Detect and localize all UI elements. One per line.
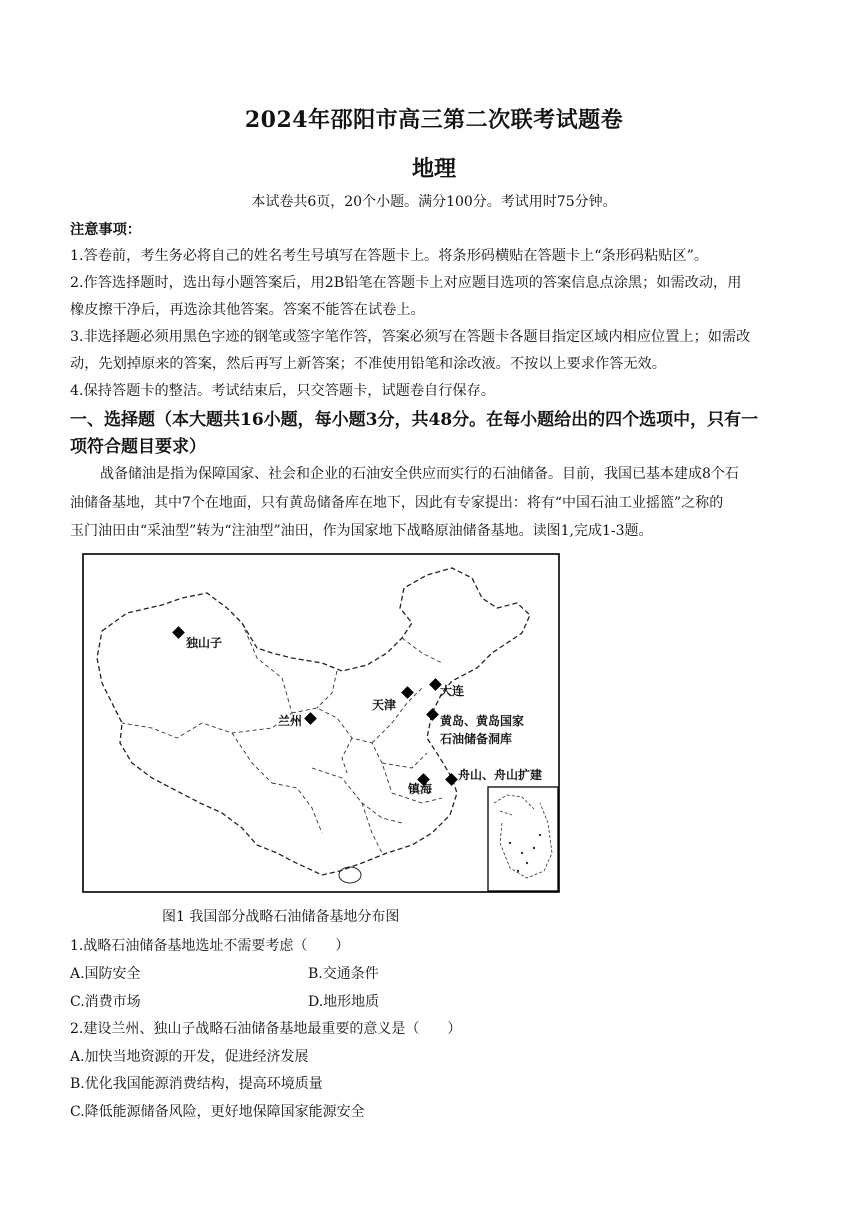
label-dalian: 大连 bbox=[440, 684, 465, 698]
passage-line: 战备储油是指为保障国家、社会和企业的石油安全供应而实行的石油储备。目前，我国已基本建成8个石 bbox=[100, 466, 739, 482]
note-line: 4.保持答题卡的整洁。考试结束后，只交答题卡，试题卷自行保存。 bbox=[70, 383, 495, 399]
note-line: 动，先划掉原来的答案，然后再写上新答案；不准使用铅笔和涂改液。不按以上要求作答无效。 bbox=[70, 356, 666, 372]
section-heading: 一、选择题（本大题共16小题，每小题3分，共48分。在每小题给出的四个选项中，只有一 bbox=[70, 410, 759, 430]
label-tianjin: 天津 bbox=[372, 698, 397, 712]
label-zhoushan: 舟山、舟山扩建 bbox=[458, 768, 543, 782]
question-1-stem: 1.战略石油储备基地选址不需要考虑（ ） bbox=[70, 938, 350, 954]
note-line: 2.作答选择题时，选出每小题答案后，用2B铅笔在答题卡上对应题目选项的答案信息点涂黑；如需改动，用 bbox=[70, 275, 742, 291]
note-line: 1.答卷前，考生务必将自己的姓名考生号填写在答题卡上。将条形码横贴在答题卡上“条形码粘贴区”。 bbox=[70, 248, 709, 264]
china-oil-reserve-map bbox=[82, 553, 560, 893]
subject-title: 地理 bbox=[411, 156, 456, 182]
label-dushanzi: 独山子 bbox=[186, 636, 223, 650]
q1-option-c: C.消费市场 bbox=[70, 994, 141, 1010]
notes-heading: 注意事项： bbox=[70, 222, 141, 238]
note-line: 3.非选择题必须用黑色字迹的钢笔或签字笔作答，答案必须写在答题卡各题目指定区域内相应位置上；如需改 bbox=[70, 329, 751, 345]
section-heading-cont: 项符合题目要求） bbox=[70, 437, 206, 457]
passage-line: 油储备基地，其中7个在地面，只有黄岛储备库在地下，因此有专家提出：将有“中国石油工业摇篮”之称的 bbox=[70, 495, 724, 511]
label-huangdao-1: 黄岛、黄岛国家 bbox=[440, 714, 525, 728]
q2-option-a: A.加快当地资源的开发，促进经济发展 bbox=[70, 1049, 309, 1065]
q2-option-b: B.优化我国能源消费结构，提高环境质量 bbox=[70, 1076, 323, 1092]
passage-line: 玉门油田由“采油型”转为“注油型”油田，作为国家地下战略原油储备基地。读图1,完成1-3题。 bbox=[70, 523, 653, 539]
label-zhenhai: 镇海 bbox=[408, 782, 433, 796]
exam-title: 2024年邵阳市高三第二次联考试题卷 bbox=[244, 107, 624, 133]
figure-caption: 图1 我国部分战略石油储备基地分布图 bbox=[162, 909, 400, 925]
q1-option-d: D.地形地质 bbox=[308, 994, 380, 1010]
question-2-stem: 2.建设兰州、独山子战略石油储备基地最重要的意义是（ ） bbox=[70, 1021, 462, 1037]
label-lanzhou: 兰州 bbox=[278, 714, 303, 728]
exam-info: 本试卷共6页，20个小题。满分100分。考试用时75分钟。 bbox=[251, 194, 617, 210]
label-huangdao-2: 石油储备洞库 bbox=[440, 732, 513, 746]
q1-option-b: B.交通条件 bbox=[308, 966, 379, 982]
q2-option-c: C.降低能源储备风险，更好地保障国家能源安全 bbox=[70, 1104, 365, 1120]
note-line: 橡皮擦干净后，再选涂其他答案。答案不能答在试卷上。 bbox=[70, 302, 425, 318]
q1-option-a: A.国防安全 bbox=[70, 966, 141, 982]
